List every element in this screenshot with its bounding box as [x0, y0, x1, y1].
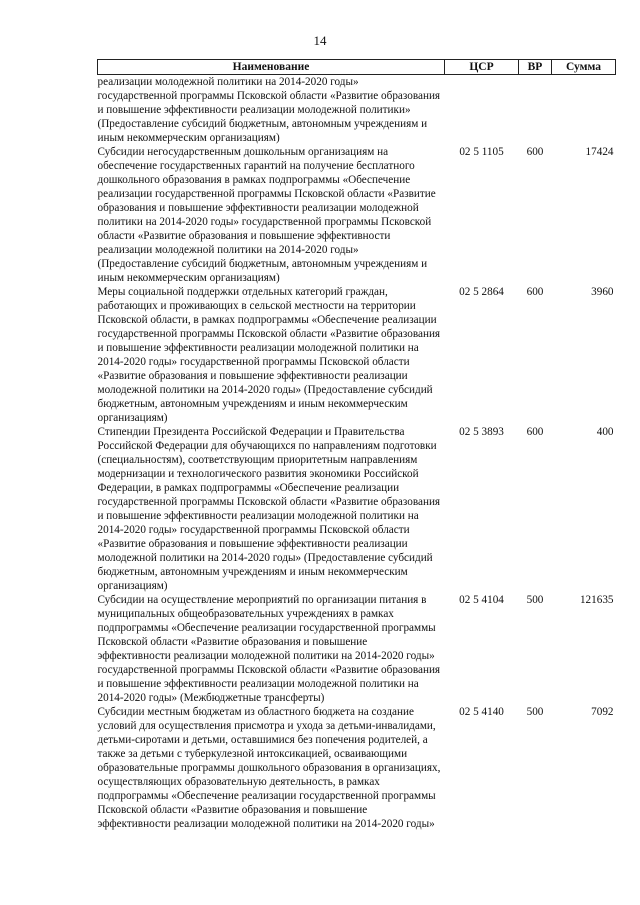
row-sum: 121635	[579, 594, 614, 606]
table-row	[98, 145, 616, 285]
row-name: Меры социальной поддержки отдельных категорий граждан, работающих и проживающих в сельской местности на территории Псковской области, в рамках подпрограммы «Обеспечение реализации государственной программы Псковской области «Развитие образования и повышение эффективности реализации молодежной политики на 2014-2020 годы» государственной программы Псковской области «Развитие образования и повышение эффективности реализации молодежной политики на 2014-2020 годы» (Предоставление субсидий бюджетным, автономным учреждениям и иным некоммерческим организациям)	[97, 286, 441, 424]
page-number: 14	[313, 33, 327, 48]
header-csr: ЦСР	[445, 60, 519, 75]
table-row	[98, 285, 616, 425]
row-csr: 02 5 3893	[459, 426, 504, 438]
row-vr: 600	[526, 286, 544, 298]
row-csr: 02 5 4140	[459, 706, 504, 718]
row-sum	[552, 75, 616, 146]
row-name: Стипендии Президента Российской Федерации и Правительства Российской Федерации для обучающихся по направлениям подготовки (специальностям), соответствующим приоритетным направлениям модернизации и технологического развития экономики Российской Федерации, в рамках подпрограммы «Обеспечение реализации государственной программы Псковской области «Развитие образования и повышение эффективности реализации молодежной политики на 2014-2020 годы» государственной программы Псковской области «Развитие образования и повышение эффективности реализации молодежной политики на 2014-2020 годы» (Предоставление субсидий бюджетным, автономным учреждениям и иным некоммерческим организациям)	[97, 426, 441, 592]
row-vr: 500	[526, 706, 544, 718]
row-vr: 600	[526, 146, 544, 158]
row-vr	[519, 75, 552, 146]
budget-table	[97, 59, 616, 831]
row-sum: 17424	[585, 146, 614, 158]
table-row	[98, 705, 616, 831]
header-vr: ВР	[519, 60, 552, 75]
header-sum: Сумма	[552, 60, 616, 75]
table-header-row	[98, 60, 616, 75]
row-sum: 7092	[591, 706, 614, 718]
row-vr: 600	[526, 426, 544, 438]
row-csr	[445, 75, 519, 146]
table-row	[98, 593, 616, 705]
row-name: Субсидии местным бюджетам из областного бюджета на создание условий для осуществления присмотра и ухода за детьми-инвалидами, детьми-сиротами и детьми, оставшимися без попечения родителей, а также за детьми с туберкулезной интоксикацией, осваивающими образовательные программы дошкольного образования в организациях, осуществляющих образовательную деятельность, в рамках подпрограммы «Обеспечение реализации государственной программы Псковской области «Развитие образования и повышение эффективности реализации молодежной политики на 2014-2020 годы»	[97, 706, 441, 830]
row-csr: 02 5 1105	[459, 146, 504, 158]
row-sum: 3960	[591, 286, 614, 298]
row-csr: 02 5 4104	[459, 594, 504, 606]
row-csr: 02 5 2864	[459, 286, 504, 298]
row-name: Субсидии на осуществление мероприятий по организации питания в муниципальных общеобразовательных учреждениях в рамках подпрограммы «Обеспечение реализации государственной программы Псковской области «Развитие образования и повышение эффективности реализации молодежной политики на 2014-2020 годы» государственной программы Псковской области «Развитие образования и повышение эффективности реализации молодежной политики на 2014-2020 годы» (Межбюджетные трансферты)	[97, 594, 441, 704]
row-name: Субсидии негосударственным дошкольным организациям на обеспечение государственных гарантий на получение бесплатного дошкольного образования в рамках подпрограммы «Обеспечение реализации государственной программы Псковской области «Развитие образования и повышение эффективности реализации молодежной политики на 2014-2020 годы» государственной программы Псковской области «Развитие образования и повышение эффективности реализации молодежной политики на 2014-2020 годы» (Предоставление субсидий бюджетным, автономным учреждениям и иным некоммерческим организациям)	[97, 146, 436, 284]
row-name: реализации молодежной политики на 2014-2020 годы» государственной программы Псковской области «Развитие образования и повышение эффективности реализации молодежной политики» (Предоставление субсидий бюджетным, автономным учреждениям и иным некоммерческим организациям)	[97, 76, 441, 144]
table-row	[98, 425, 616, 593]
header-name: Наименование	[98, 60, 445, 75]
row-vr: 500	[526, 594, 544, 606]
table-row	[98, 75, 616, 146]
row-sum: 400	[596, 426, 614, 438]
